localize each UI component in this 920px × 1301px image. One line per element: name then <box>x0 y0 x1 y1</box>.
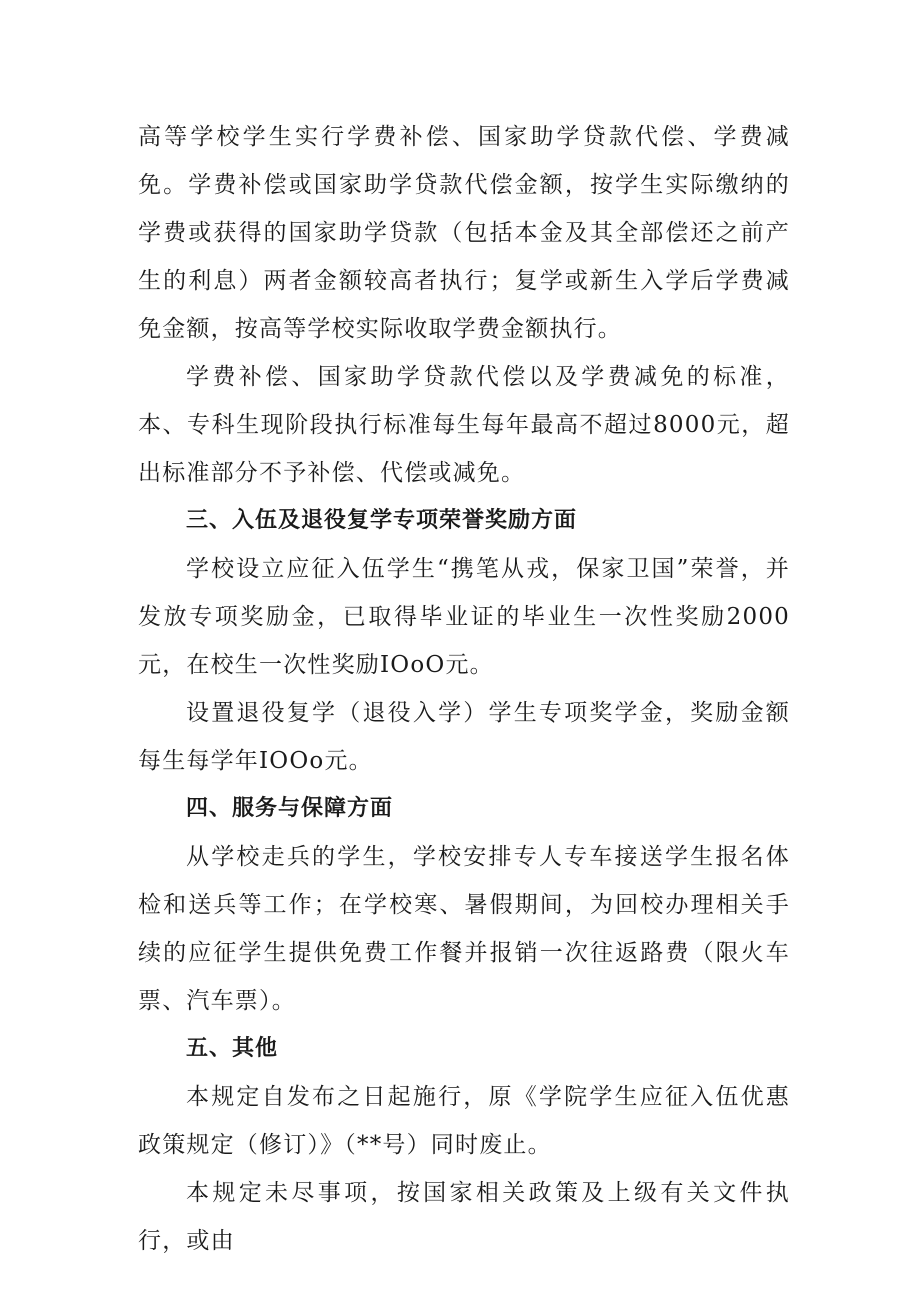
paragraph-effective-date: 本规定自发布之日起施行，原《学院学生应征入伍优惠政策规定（修订）》（**号）同时废止。 <box>138 1084 790 1158</box>
paragraph-unspecified-matters: 本规定未尽事项，按国家相关政策及上级有关文件执行，或由 <box>138 1180 790 1254</box>
paragraph-veteran-scholarship: 设置退役复学（退役入学）学生专项奖学金，奖励金额每生每学年IOOo元。 <box>138 700 790 774</box>
paragraph-compensation-standard: 学费补偿、国家助学贷款代偿以及学费减免的标准，本、专科生现阶段执行标准每生每年最高不超过8000元，超出标准部分不予补偿、代偿或减免。 <box>138 364 790 486</box>
document-page <box>138 113 790 1265</box>
section-heading-other: 五、其他 <box>186 1036 279 1061</box>
paragraph-enlistment-reward: 学校设立应征入伍学生“携笔从戎，保家卫国”荣誉，并发放专项奖励金，已取得毕业证的毕业生一次性奖励2000元，在校生一次性奖励IOoO元。 <box>138 556 790 678</box>
section-heading-services: 四、服务与保障方面 <box>186 796 394 821</box>
paragraph-tuition-compensation: 高等学校学生实行学费补偿、国家助学贷款代偿、学费减免。学费补偿或国家助学贷款代偿金额，按学生实际缴纳的学费或获得的国家助学贷款（包括本金及其全部偿还之前产生的利息）两者金额较高者执行；复学或新生入学后学费减免金额，按高等学校实际收取学费金额执行。 <box>138 124 790 342</box>
paragraph-services: 从学校走兵的学生，学校安排专人专车接送学生报名体检和送兵等工作；在学校寒、暑假期间，为回校办理相关手续的应征学生提供免费工作餐并报销一次往返路费（限火车票、汽车票）。 <box>138 844 790 1014</box>
section-heading-enlistment-honor: 三、入伍及退役复学专项荣誉奖励方面 <box>186 508 578 533</box>
